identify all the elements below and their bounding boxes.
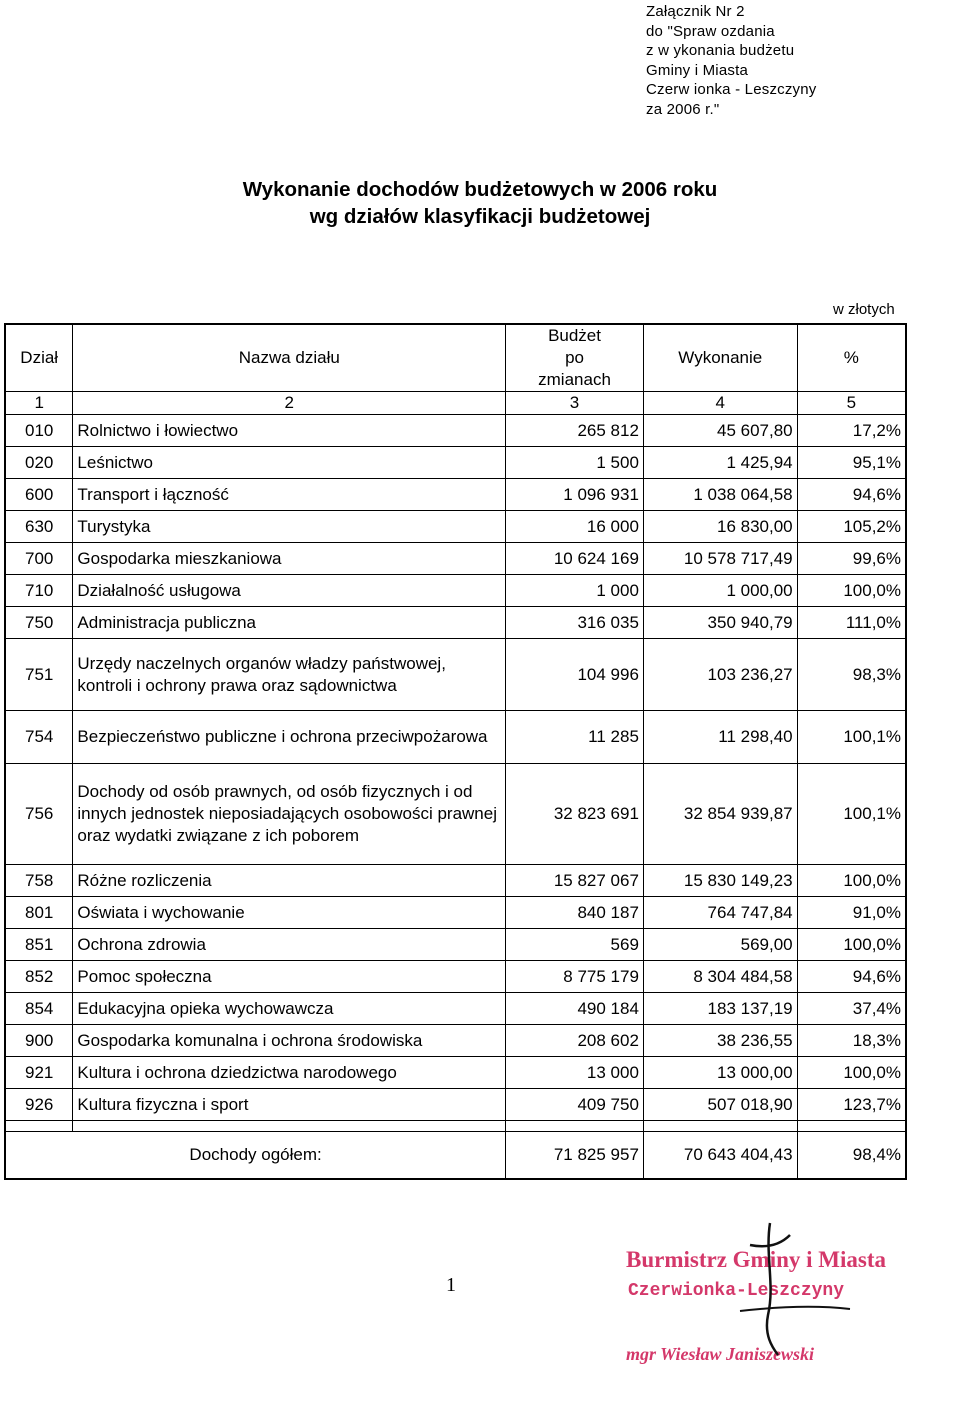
cell-procent: 100,0% [797,575,906,607]
cell-budzet: 15 827 067 [506,865,644,897]
cell-dzial: 852 [5,961,73,993]
cell-dzial: 921 [5,1057,73,1089]
mayor-stamp [600,1215,930,1375]
cell-dzial: 020 [5,447,73,479]
cell-procent: 17,2% [797,415,906,447]
total-budzet: 71 825 957 [506,1132,644,1180]
cell-nazwa: Turystyka [73,511,506,543]
cell-budzet: 16 000 [506,511,644,543]
cell-procent: 95,1% [797,447,906,479]
document-title [0,176,960,230]
cell-wykonanie: 507 018,90 [643,1089,797,1121]
cell-wykonanie: 10 578 717,49 [643,543,797,575]
cell-nazwa: Gospodarka mieszkaniowa [73,543,506,575]
table-row [5,1057,906,1089]
cell-procent: 100,1% [797,764,906,865]
table-row [5,929,906,961]
cell-dzial: 630 [5,511,73,543]
cell-nazwa: Transport i łączność [73,479,506,511]
cell-budzet: 32 823 691 [506,764,644,865]
cell-budzet: 104 996 [506,639,644,711]
cell-nazwa: Kultura i ochrona dziedzictwa narodowego [73,1057,506,1089]
cell-wykonanie: 38 236,55 [643,1025,797,1057]
attachment-line: Załącznik Nr 2 [646,3,745,20]
cell-dzial: 926 [5,1089,73,1121]
table-row [5,764,906,865]
cell-procent: 94,6% [797,479,906,511]
cell-budzet: 316 035 [506,607,644,639]
cell-nazwa: Edukacyjna opieka wychowawcza [73,993,506,1025]
cell-dzial: 758 [5,865,73,897]
cell-procent: 99,6% [797,543,906,575]
cell-nazwa: Pomoc społeczna [73,961,506,993]
table-row [5,897,906,929]
cell-wykonanie: 350 940,79 [643,607,797,639]
stamp-line-2: Czerwionka-Leszczyny [628,1281,845,1301]
cell-procent: 37,4% [797,993,906,1025]
cell-budzet: 409 750 [506,1089,644,1121]
cell-procent: 100,0% [797,1057,906,1089]
cell-procent: 100,0% [797,929,906,961]
table-row [5,479,906,511]
stamp-line-1: Burmistrz Gminy i Miasta [626,1247,886,1272]
cell-nazwa: Administracja publiczna [73,607,506,639]
total-label: Dochody ogółem: [5,1132,506,1180]
cell-budzet: 840 187 [506,897,644,929]
attachment-line: za 2006 r." [646,100,720,118]
table-row [5,993,906,1025]
stamp-signature: mgr Wiesław Janiszewski [626,1344,815,1364]
cell-procent: 105,2% [797,511,906,543]
cell-dzial: 600 [5,479,73,511]
attachment-note [646,2,817,119]
header-budzet-line1: Budżet [548,326,601,345]
cell-wykonanie: 569,00 [643,929,797,961]
cell-budzet: 8 775 179 [506,961,644,993]
cell-procent: 94,6% [797,961,906,993]
cell-budzet: 11 285 [506,711,644,764]
attachment-line: do "Spraw ozdania [646,22,775,40]
column-numbers-row [5,392,906,415]
spacer-row [5,1121,906,1132]
attachment-line: z w ykonania budżetu [646,42,795,59]
cell-wykonanie: 11 298,40 [643,711,797,764]
revenue-table [4,323,907,1180]
cell-nazwa: Rolnictwo i łowiectwo [73,415,506,447]
page-number: 1 [446,1274,456,1296]
cell-nazwa: Leśnictwo [73,447,506,479]
table-row [5,1025,906,1057]
spacer-cell [506,1121,644,1132]
column-number: 1 [5,392,73,415]
title-line-1: Wykonanie dochodów budżetowych w 2006 roku [242,178,718,201]
table-row [5,639,906,711]
table-row [5,447,906,479]
total-procent: 98,4% [797,1132,906,1180]
table-row [5,1089,906,1121]
cell-dzial: 700 [5,543,73,575]
cell-dzial: 854 [5,993,73,1025]
header-budzet [506,324,644,392]
attachment-line: Czerw ionka - Leszczyny [646,81,817,98]
column-number: 5 [797,392,906,415]
header-dzial: Dział [5,324,73,392]
cell-nazwa: Urzędy naczelnych organów władzy państwowej, kontroli i ochrony prawa oraz sądownictwa [73,639,506,711]
header-wykonanie: Wykonanie [643,324,797,392]
cell-wykonanie: 16 830,00 [643,511,797,543]
cell-wykonanie: 1 425,94 [643,447,797,479]
column-number: 4 [643,392,797,415]
cell-budzet: 490 184 [506,993,644,1025]
cell-nazwa: Działalność usługowa [73,575,506,607]
cell-wykonanie: 183 137,19 [643,993,797,1025]
cell-wykonanie: 8 304 484,58 [643,961,797,993]
cell-wykonanie: 15 830 149,23 [643,865,797,897]
header-nazwa: Nazwa działu [73,324,506,392]
cell-budzet: 265 812 [506,415,644,447]
cell-procent: 123,7% [797,1089,906,1121]
cell-dzial: 900 [5,1025,73,1057]
cell-budzet: 1 500 [506,447,644,479]
cell-procent: 98,3% [797,639,906,711]
cell-budzet: 208 602 [506,1025,644,1057]
spacer-cell [73,1121,506,1132]
table-row [5,711,906,764]
cell-budzet: 10 624 169 [506,543,644,575]
cell-budzet: 569 [506,929,644,961]
table-row [5,415,906,447]
header-budzet-line2: po [565,348,584,367]
header-row [5,324,906,392]
table-row [5,575,906,607]
cell-wykonanie: 13 000,00 [643,1057,797,1089]
cell-budzet: 1 096 931 [506,479,644,511]
cell-dzial: 754 [5,711,73,764]
cell-nazwa: Różne rozliczenia [73,865,506,897]
column-number: 3 [506,392,644,415]
cell-dzial: 750 [5,607,73,639]
cell-procent: 91,0% [797,897,906,929]
cell-dzial: 851 [5,929,73,961]
table-row [5,511,906,543]
cell-procent: 111,0% [797,607,906,639]
cell-budzet: 1 000 [506,575,644,607]
header-budzet-line3: zmianach [538,370,611,389]
cell-wykonanie: 1 038 064,58 [643,479,797,511]
table-row [5,607,906,639]
unit-note: w złotych [833,301,895,318]
cell-nazwa: Oświata i wychowanie [73,897,506,929]
total-wykonanie: 70 643 404,43 [643,1132,797,1180]
signature-scribble [740,1307,850,1311]
cell-procent: 100,1% [797,711,906,764]
spacer-cell [5,1121,73,1132]
cell-dzial: 756 [5,764,73,865]
cell-wykonanie: 1 000,00 [643,575,797,607]
column-number: 2 [73,392,506,415]
cell-dzial: 751 [5,639,73,711]
cell-dzial: 010 [5,415,73,447]
cell-nazwa: Ochrona zdrowia [73,929,506,961]
cell-wykonanie: 764 747,84 [643,897,797,929]
cell-wykonanie: 45 607,80 [643,415,797,447]
cell-dzial: 801 [5,897,73,929]
cell-procent: 100,0% [797,865,906,897]
cell-wykonanie: 32 854 939,87 [643,764,797,865]
cell-nazwa: Gospodarka komunalna i ochrona środowiska [73,1025,506,1057]
attachment-line: Gminy i Miasta [646,61,748,79]
spacer-cell [797,1121,906,1132]
cell-nazwa: Kultura fizyczna i sport [73,1089,506,1121]
spacer-cell [643,1121,797,1132]
header-procent: % [797,324,906,392]
cell-dzial: 710 [5,575,73,607]
cell-wykonanie: 103 236,27 [643,639,797,711]
cell-nazwa: Dochody od osób prawnych, od osób fizycznych i od innych jednostek nieposiadających osobowości prawnej oraz wydatki związane z ich poborem [73,764,506,865]
total-row [5,1132,906,1180]
table-row [5,865,906,897]
cell-procent: 18,3% [797,1025,906,1057]
cell-nazwa: Bezpieczeństwo publiczne i ochrona przeciwpożarowa [73,711,506,764]
cell-budzet: 13 000 [506,1057,644,1089]
table-row [5,543,906,575]
title-line-2: wg działów klasyfikacji budżetowej [309,205,651,228]
table-row [5,961,906,993]
